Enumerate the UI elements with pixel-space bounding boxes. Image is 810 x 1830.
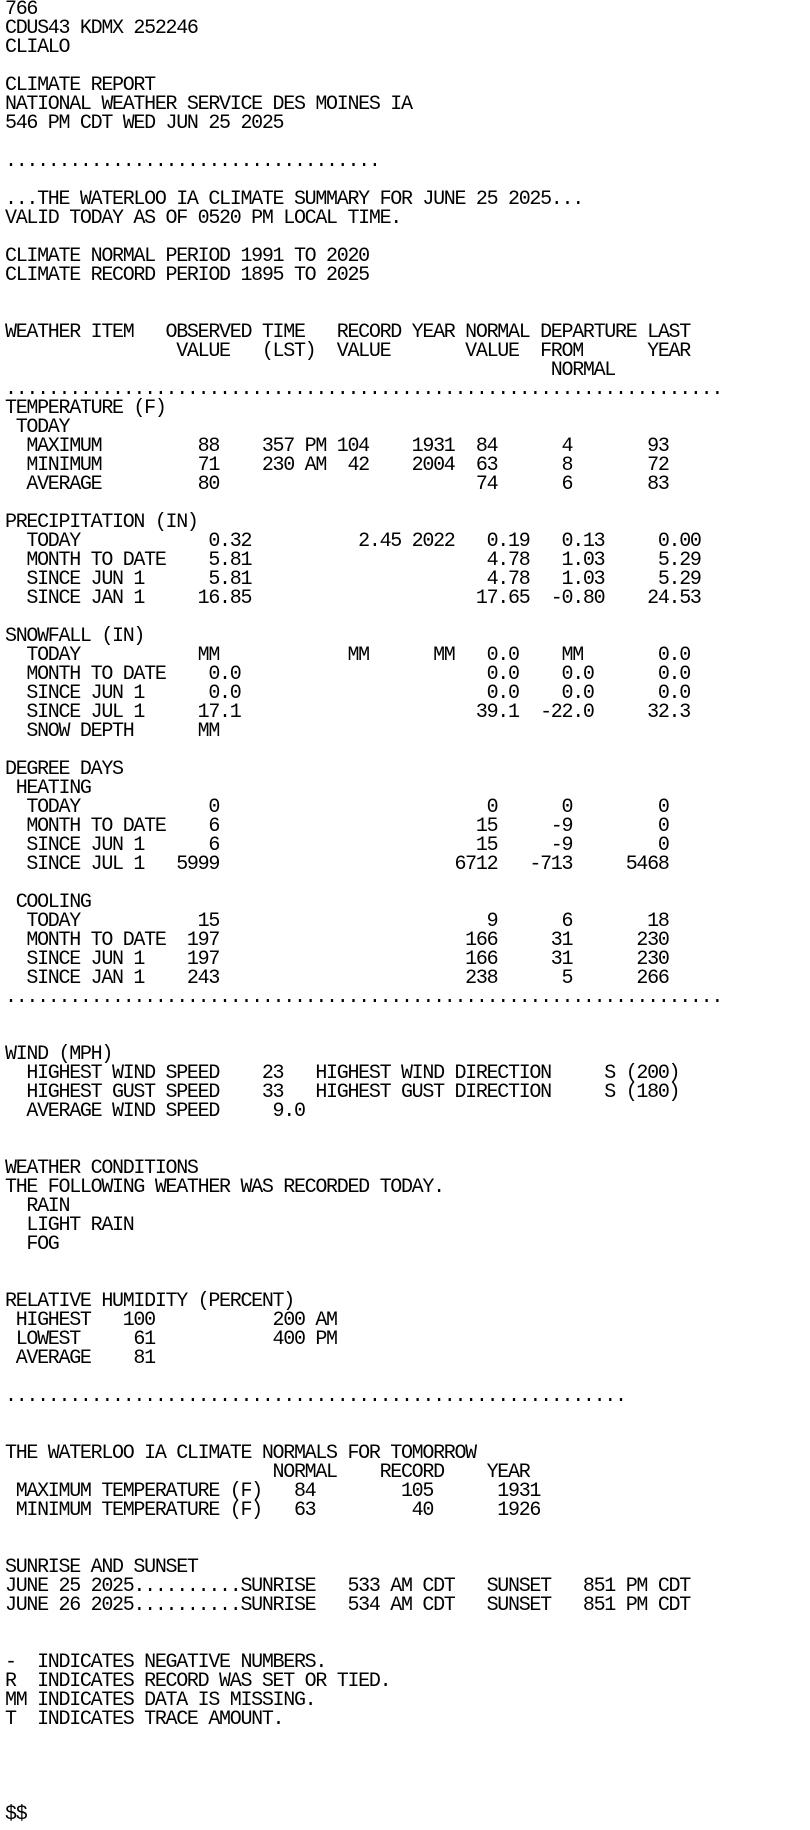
report-line	[5, 1729, 810, 1748]
report-line: FOG	[5, 1233, 59, 1256]
report-line: JUNE 25 2025..........SUNRISE 533 AM CDT SUNSET 851 PM CDT	[5, 1575, 690, 1598]
report-line: LIGHT RAIN	[5, 1214, 134, 1237]
report-line	[5, 1748, 810, 1767]
report-line: SINCE JAN 1 243 238 5 266	[5, 967, 669, 990]
report-line: MM INDICATES DATA IS MISSING.	[5, 1689, 316, 1712]
report-line: SINCE JUL 1 17.1 39.1 -22.0 32.3	[5, 701, 690, 724]
report-line: SUNRISE AND SUNSET	[5, 1556, 198, 1579]
report-line: VALID TODAY AS OF 0520 PM LOCAL TIME.	[5, 207, 401, 230]
report-line	[5, 1786, 810, 1805]
report-line: CLIMATE NORMAL PERIOD 1991 TO 2020	[5, 245, 369, 268]
report-line	[5, 1007, 810, 1026]
report-line: SINCE JAN 1 16.85 17.65 -0.80 24.53	[5, 587, 701, 610]
report-line: T INDICATES TRACE AMOUNT.	[5, 1708, 284, 1731]
report-line: WEATHER ITEM OBSERVED TIME RECORD YEAR NORMAL DEPARTURE LAST	[5, 321, 690, 344]
report-line: TEMPERATURE (F)	[5, 397, 166, 420]
report-line: CLIALO	[5, 36, 70, 59]
report-line: SINCE JUN 1 6 15 -9 0	[5, 834, 669, 857]
report-line: JUNE 26 2025..........SUNRISE 534 AM CDT SUNSET 851 PM CDT	[5, 1594, 690, 1617]
report-line: ..........................................................	[5, 1385, 626, 1408]
report-line: ...................................................................	[5, 378, 723, 401]
report-line	[5, 1615, 810, 1634]
report-line: SINCE JUN 1 0.0 0.0 0.0 0.0	[5, 682, 690, 705]
report-line: AVERAGE 81	[5, 1347, 155, 1370]
report-line: NATIONAL WEATHER SERVICE DES MOINES IA	[5, 93, 412, 116]
report-line: ...................................................................	[5, 986, 723, 1009]
report-line: R INDICATES RECORD WAS SET OR TIED.	[5, 1670, 391, 1693]
report-line: HIGHEST GUST SPEED 33 HIGHEST GUST DIRECTION S (180)	[5, 1081, 680, 1104]
report-line: AVERAGE 80 74 6 83	[5, 473, 669, 496]
report-line: TODAY MM MM MM 0.0 MM 0.0	[5, 644, 690, 667]
report-line: SINCE JUL 1 5999 6712 -713 5468	[5, 853, 669, 876]
report-line: RELATIVE HUMIDITY (PERCENT)	[5, 1290, 294, 1313]
report-line: MAXIMUM TEMPERATURE (F) 84 105 1931	[5, 1480, 541, 1503]
report-line: CLIMATE REPORT	[5, 74, 155, 97]
report-line: 546 PM CDT WED JUN 25 2025	[5, 112, 284, 135]
report-line: RAIN	[5, 1195, 70, 1218]
report-line: MONTH TO DATE 0.0 0.0 0.0 0.0	[5, 663, 690, 686]
report-line	[5, 1406, 810, 1425]
report-line	[5, 741, 810, 760]
report-line: WEATHER CONDITIONS	[5, 1157, 198, 1180]
report-line: HEATING	[5, 777, 91, 800]
report-line: MINIMUM TEMPERATURE (F) 63 40 1926	[5, 1499, 541, 1522]
report-line: SINCE JUN 1 197 166 31 230	[5, 948, 669, 971]
report-line: THE WATERLOO IA CLIMATE NORMALS FOR TOMORROW	[5, 1442, 476, 1465]
report-line	[5, 285, 810, 304]
report-line: PRECIPITATION (IN)	[5, 511, 198, 534]
report-line: AVERAGE WIND SPEED 9.0	[5, 1100, 305, 1123]
report-line: CDUS43 KDMX 252246	[5, 17, 198, 40]
report-line: TODAY	[5, 416, 70, 439]
report-line: CLIMATE RECORD PERIOD 1895 TO 2025	[5, 264, 369, 287]
report-line: 766	[5, 0, 38, 21]
report-line: TODAY 0 0 0 0	[5, 796, 669, 819]
report-line: - INDICATES NEGATIVE NUMBERS.	[5, 1651, 327, 1674]
report-line: MAXIMUM 88 357 PM 104 1931 84 4 93	[5, 435, 669, 458]
report-line	[5, 1121, 810, 1140]
report-line: HIGHEST WIND SPEED 23 HIGHEST WIND DIRECTION S (200)	[5, 1062, 680, 1085]
report-line	[5, 1520, 810, 1539]
report-line: SINCE JUN 1 5.81 4.78 1.03 5.29	[5, 568, 701, 591]
report-line: MONTH TO DATE 197 166 31 230	[5, 929, 669, 952]
report-line: WIND (MPH)	[5, 1043, 113, 1066]
report-line: $$	[5, 1803, 27, 1826]
report-line: NORMAL	[5, 359, 616, 382]
report-line: SNOW DEPTH MM	[5, 720, 220, 743]
report-line: VALUE (LST) VALUE VALUE FROM YEAR	[5, 340, 690, 363]
report-line	[5, 1026, 810, 1045]
report-line: HIGHEST 100 200 AM	[5, 1309, 337, 1332]
report-line: MONTH TO DATE 5.81 4.78 1.03 5.29	[5, 549, 701, 572]
report-line: COOLING	[5, 891, 91, 914]
report-line: THE FOLLOWING WEATHER WAS RECORDED TODAY.	[5, 1176, 444, 1199]
report-line	[5, 1767, 810, 1786]
report-line: TODAY 0.32 2.45 2022 0.19 0.13 0.00	[5, 530, 701, 553]
report-line	[5, 874, 810, 893]
report-line: ...................................	[5, 150, 380, 173]
report-line: TODAY 15 9 6 18	[5, 910, 669, 933]
report-line: MONTH TO DATE 6 15 -9 0	[5, 815, 669, 838]
report-line: NORMAL RECORD YEAR	[5, 1461, 530, 1484]
report-line: LOWEST 61 400 PM	[5, 1328, 337, 1351]
report-line: ...THE WATERLOO IA CLIMATE SUMMARY FOR JUNE 25 2025...	[5, 188, 583, 211]
report-line: DEGREE DAYS	[5, 758, 123, 781]
report-line: MINIMUM 71 230 AM 42 2004 63 8 72	[5, 454, 669, 477]
report-line	[5, 1254, 810, 1273]
report-line: SNOWFALL (IN)	[5, 625, 145, 648]
